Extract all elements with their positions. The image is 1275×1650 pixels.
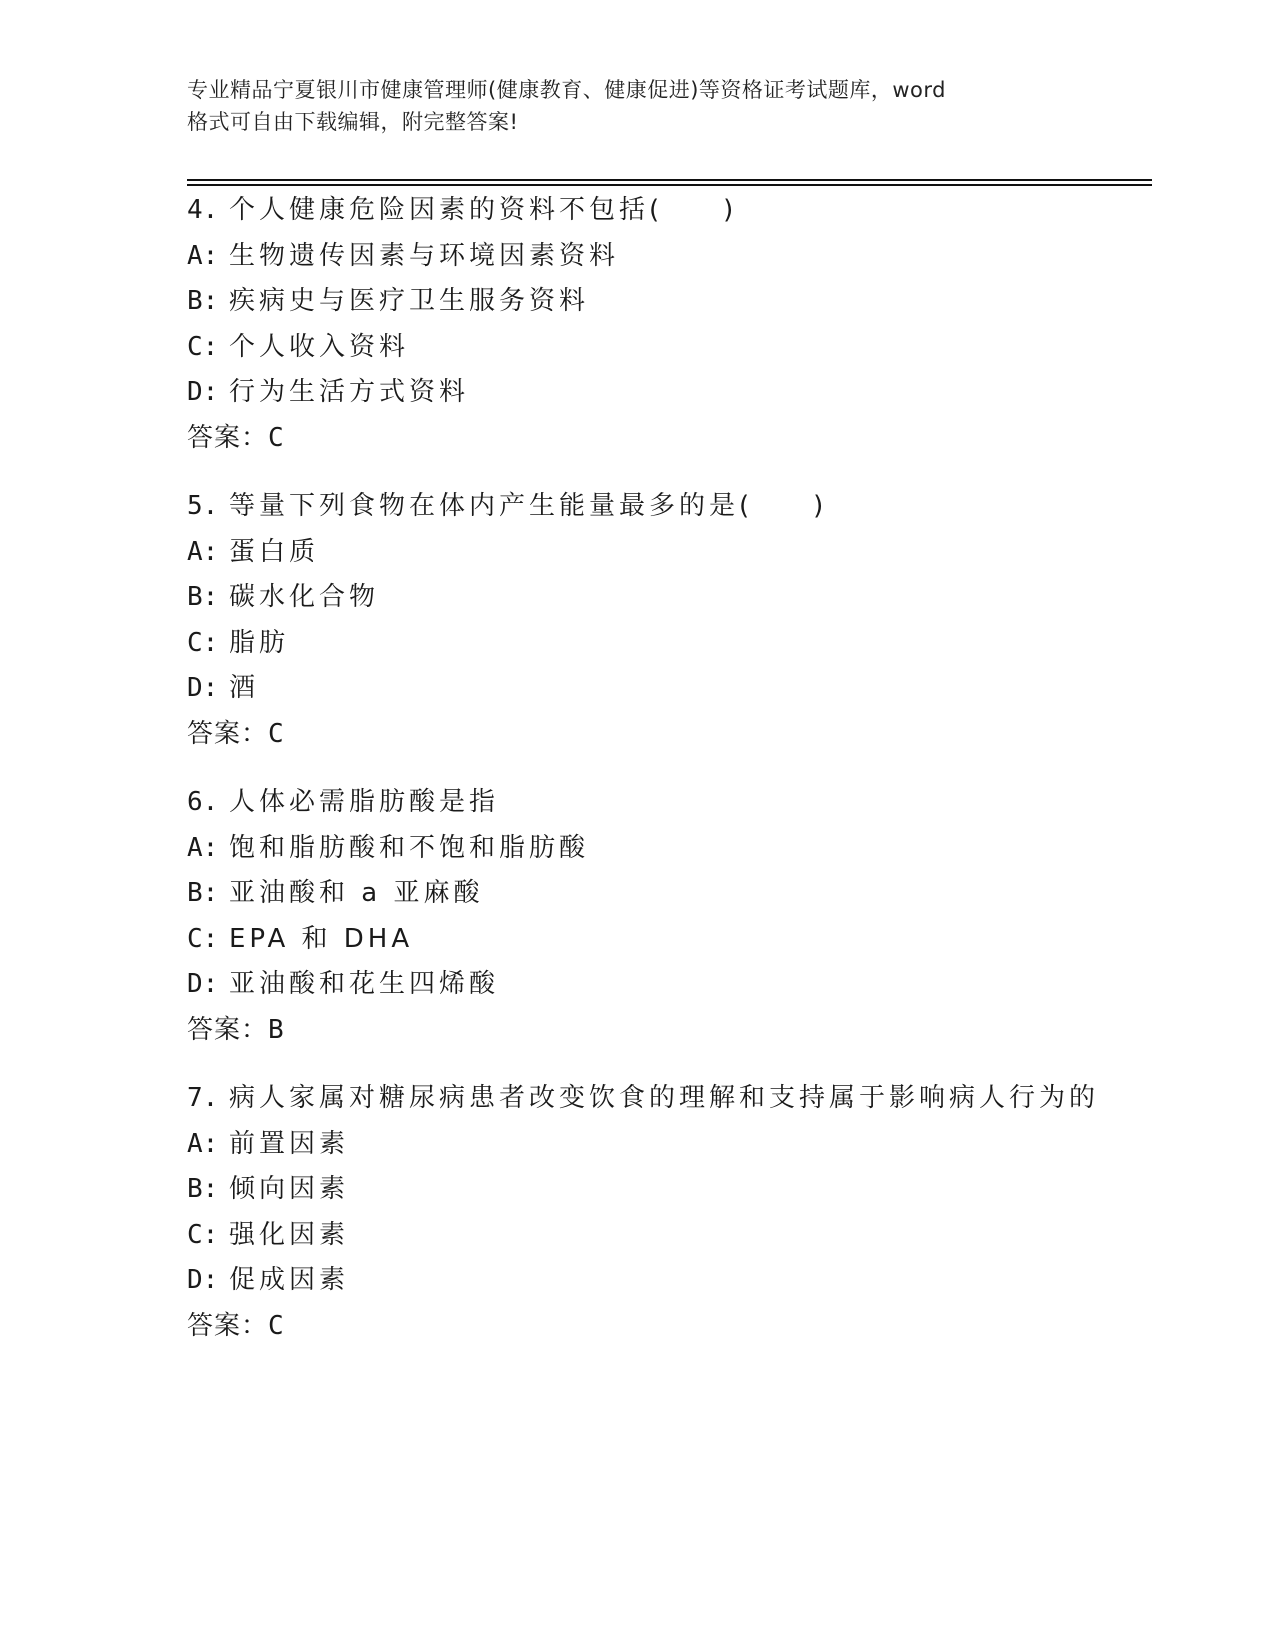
option-c bbox=[187, 917, 1147, 963]
option-b bbox=[187, 871, 1147, 917]
question-number: 4. bbox=[187, 195, 219, 225]
question-text: 个人健康危险因素的资料不包括( ) bbox=[229, 195, 738, 225]
option-text: 饱和脂肪酸和不饱和脂肪酸 bbox=[229, 832, 590, 863]
answer-line bbox=[187, 1008, 1147, 1054]
question-block-6 bbox=[187, 780, 1147, 1054]
answer-value: C bbox=[268, 422, 285, 453]
option-letter: B: bbox=[187, 286, 219, 317]
option-text: 前置因素 bbox=[229, 1128, 350, 1159]
option-text: 疾病史与医疗卫生服务资料 bbox=[229, 286, 590, 317]
option-a bbox=[187, 530, 1147, 576]
option-text: 强化因素 bbox=[229, 1219, 350, 1250]
option-letter: C: bbox=[187, 923, 219, 954]
option-text: 亚油酸和花生四烯酸 bbox=[229, 969, 500, 1000]
option-text: 倾向因素 bbox=[229, 1174, 350, 1205]
option-d bbox=[187, 370, 1147, 416]
option-letter: B: bbox=[187, 878, 219, 909]
option-letter: C: bbox=[187, 1219, 219, 1250]
option-letter: A: bbox=[187, 536, 219, 567]
option-text: 碳水化合物 bbox=[229, 582, 380, 613]
option-a bbox=[187, 234, 1147, 280]
answer-line bbox=[187, 416, 1147, 462]
option-a bbox=[187, 826, 1147, 872]
option-letter: A: bbox=[187, 832, 219, 863]
option-letter: A: bbox=[187, 240, 219, 271]
question-number: 7. bbox=[187, 1083, 219, 1113]
option-letter: D: bbox=[187, 969, 219, 1000]
question-number: 6. bbox=[187, 787, 219, 817]
header-line-1: 专业精品宁夏银川市健康管理师(健康教育、健康促进)等资格证考试题库，word bbox=[187, 78, 947, 102]
question-stem bbox=[187, 484, 1147, 530]
option-c bbox=[187, 621, 1147, 667]
question-block-7 bbox=[187, 1076, 1147, 1350]
option-letter: B: bbox=[187, 1174, 219, 1205]
option-text: 行为生活方式资料 bbox=[229, 377, 470, 408]
option-text: 个人收入资料 bbox=[229, 331, 410, 362]
option-d bbox=[187, 666, 1147, 712]
answer-label: 答案： bbox=[187, 422, 269, 453]
option-d bbox=[187, 1258, 1147, 1304]
option-letter: D: bbox=[187, 1265, 219, 1296]
answer-value: B bbox=[268, 1014, 285, 1045]
answer-label: 答案： bbox=[187, 1014, 269, 1045]
option-text: EPA 和 DHA bbox=[229, 923, 414, 954]
question-number: 5. bbox=[187, 491, 219, 521]
answer-line bbox=[187, 712, 1147, 758]
header-divider-top bbox=[187, 179, 1152, 181]
option-text: 生物遗传因素与环境因素资料 bbox=[229, 240, 620, 271]
question-text: 等量下列食物在体内产生能量最多的是( ) bbox=[229, 491, 828, 521]
option-letter: D: bbox=[187, 673, 219, 704]
option-text: 酒 bbox=[229, 673, 260, 704]
answer-label: 答案： bbox=[187, 718, 269, 749]
option-text: 脂肪 bbox=[229, 627, 290, 658]
option-c bbox=[187, 1213, 1147, 1259]
question-stem bbox=[187, 188, 1147, 234]
question-stem bbox=[187, 780, 1147, 826]
option-text: 促成因素 bbox=[229, 1265, 350, 1296]
header-line-2: 格式可自由下载编辑，附完整答案! bbox=[187, 110, 519, 134]
option-letter: A: bbox=[187, 1128, 219, 1159]
answer-value: C bbox=[268, 1310, 285, 1341]
option-text: 蛋白质 bbox=[229, 536, 320, 567]
option-b bbox=[187, 1167, 1147, 1213]
option-letter: C: bbox=[187, 331, 219, 362]
answer-line bbox=[187, 1304, 1147, 1350]
option-b bbox=[187, 279, 1147, 325]
question-text: 病人家属对糖尿病患者改变饮食的理解和支持属于影响病人行为的 bbox=[229, 1083, 1100, 1113]
option-a bbox=[187, 1122, 1147, 1168]
header-divider-bottom bbox=[187, 184, 1152, 186]
document-header bbox=[187, 74, 1067, 138]
option-text: 亚油酸和 a 亚麻酸 bbox=[229, 878, 484, 909]
answer-value: C bbox=[268, 718, 285, 749]
option-letter: B: bbox=[187, 582, 219, 613]
option-letter: C: bbox=[187, 627, 219, 658]
question-stem bbox=[187, 1076, 1147, 1122]
question-block-4 bbox=[187, 188, 1147, 462]
option-c bbox=[187, 325, 1147, 371]
answer-label: 答案： bbox=[187, 1310, 269, 1341]
option-d bbox=[187, 962, 1147, 1008]
question-block-5 bbox=[187, 484, 1147, 758]
question-text: 人体必需脂肪酸是指 bbox=[229, 787, 500, 817]
option-letter: D: bbox=[187, 377, 219, 408]
option-b bbox=[187, 575, 1147, 621]
